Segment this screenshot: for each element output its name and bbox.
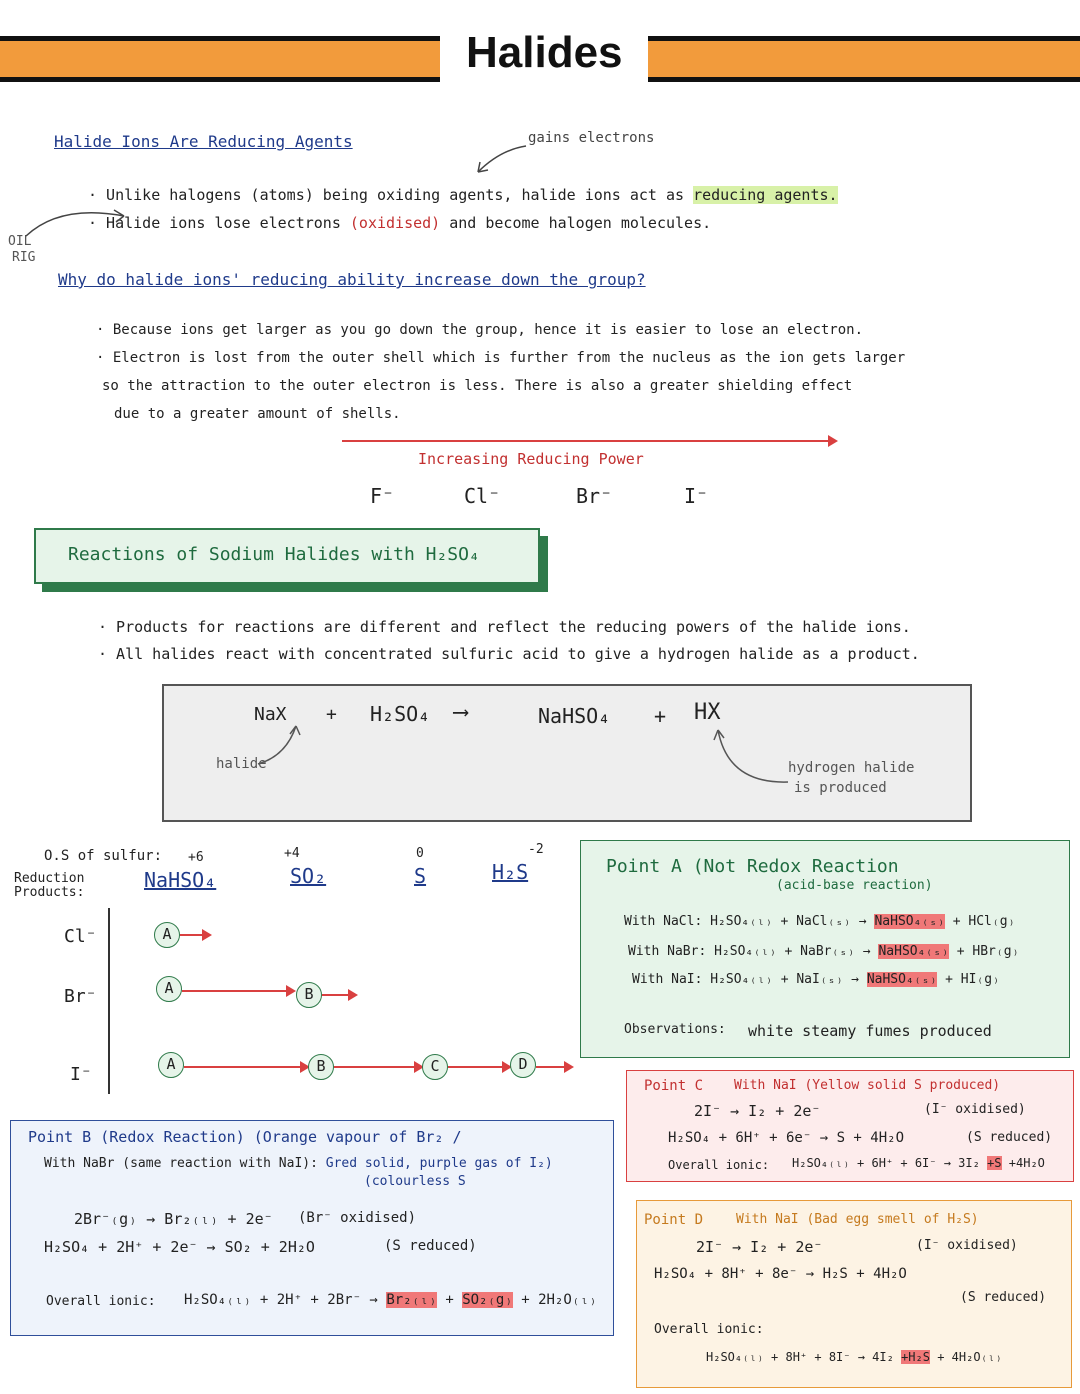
s3-line1: · Products for reactions are different and reflect the reducing powers of the halide ions. [98, 618, 911, 636]
row-ion-br: Br⁻ [64, 986, 97, 1007]
point-a-line3 [632, 972, 1000, 987]
point-c-overall-eq: H₂SO₄₍ₗ₎ + 6H⁺ + 6I⁻ → 3I₂ [792, 1156, 980, 1170]
point-c-e2: H₂SO₄ + 6H⁺ + 6e⁻ → S + 4H₂O [668, 1130, 905, 1146]
oil-note: OIL [8, 234, 32, 249]
point-d-i: D [510, 1052, 536, 1078]
point-b-title: Point B (Redox Reaction) (Orange vapour of Br₂ / [28, 1128, 462, 1146]
ion-cl: Cl⁻ [464, 484, 501, 508]
point-b-br: B [296, 982, 322, 1008]
point-a-line2-end: + HBr₍g₎ [956, 944, 1020, 959]
s2-line1: · Because ions get larger as you go down the group, hence it is easier to lose an electron. [96, 322, 864, 338]
arrow-i-2 [334, 1066, 422, 1068]
os-zero: 0 [416, 846, 424, 861]
point-d-overall-h2s: +H₂S [901, 1350, 930, 1364]
point-d-title: Point D [644, 1212, 704, 1228]
ion-i: I⁻ [684, 484, 709, 508]
title-bar-right [648, 36, 1080, 82]
eq-reactant-h2so4: H₂SO₄ [370, 702, 431, 726]
point-b-overall [184, 1292, 597, 1308]
arrow-i-4 [536, 1066, 572, 1068]
point-a-line1 [624, 914, 1015, 929]
point-b-overall-end: + 2H₂O₍ₗ₎ [521, 1292, 598, 1308]
arrow-i-1 [184, 1066, 308, 1068]
row-ion-cl: Cl⁻ [64, 926, 97, 947]
point-d-e1-note: (I⁻ oxidised) [916, 1238, 1018, 1253]
s2-line4: due to a greater amount of shells. [114, 406, 401, 422]
s1-line2-a: · Halide ions lose electrons [88, 214, 341, 232]
point-a-title: Point A (Not Redox Reaction [606, 856, 899, 877]
point-b-with-colours: Gred solid, purple gas of I₂) [325, 1156, 553, 1171]
point-c-e1: 2I⁻ → I₂ + 2e⁻ [694, 1102, 821, 1120]
product-h2s: H₂S [492, 860, 529, 884]
point-b-e1-note: (Br⁻ oxidised) [298, 1210, 417, 1226]
point-a-line2 [628, 944, 1019, 959]
s1-line2-c: and become halogen molecules. [449, 214, 712, 232]
s1-line1-highlight: reducing agents. [693, 186, 838, 204]
point-d-e1: 2I⁻ → I₂ + 2e⁻ [696, 1238, 823, 1256]
point-d-e2-note: (S reduced) [960, 1290, 1047, 1305]
eq-product-hx: HX [694, 700, 721, 725]
point-c-with: With NaI (Yellow solid S produced) [734, 1078, 1001, 1093]
row-ion-i: I⁻ [70, 1064, 92, 1085]
point-a-obs-label: Observations: [624, 1022, 726, 1037]
halide-note: halide [216, 756, 267, 772]
point-c-e2-note: (S reduced) [966, 1130, 1053, 1145]
point-d-overall-end: + 4H₂O₍ₗ₎ [937, 1350, 1003, 1364]
point-b-colourless: (colourless S [364, 1174, 466, 1189]
title-bar-left [0, 36, 440, 82]
point-a-line3-hl: NaHSO₄₍ₛ₎ [866, 972, 938, 987]
hx-note-line2: is produced [794, 780, 887, 796]
eq-arrow: ⟶ [454, 700, 468, 725]
os-label: O.S of sulfur: [44, 848, 163, 864]
arrow-cl [180, 934, 210, 936]
point-b-with-text: With NaBr (same reaction with NaI): [44, 1156, 318, 1171]
table-axis [108, 908, 110, 1094]
eq-product-nahso4: NaHSO₄ [538, 704, 611, 728]
point-d-e2: H₂SO₄ + 8H⁺ + 8e⁻ → H₂S + 4H₂O [654, 1266, 907, 1282]
point-c-title: Point C [644, 1078, 704, 1094]
heading-reactions: Reactions of Sodium Halides with H₂SO₄ [68, 544, 480, 565]
point-a-line1-end: + HCl₍g₎ [952, 914, 1016, 929]
point-d-overall [706, 1350, 1002, 1364]
point-b-overall-so2: SO₂₍g₎ [462, 1292, 513, 1308]
point-a-obs: white steamy fumes produced [748, 1022, 992, 1040]
s1-line2-oxidised: (oxidised) [349, 214, 441, 232]
eq-reactant-nax: NaX [254, 704, 287, 725]
os-minus2: -2 [528, 842, 544, 857]
point-b-e2: H₂SO₄ + 2H⁺ + 2e⁻ → SO₂ + 2H₂O [44, 1238, 315, 1256]
point-b-e1: 2Br⁻₍g₎ → Br₂₍ₗ₎ + 2e⁻ [74, 1210, 273, 1228]
point-a-cl: A [154, 922, 180, 948]
s1-line1 [88, 186, 838, 204]
point-b-e2-note: (S reduced) [384, 1238, 477, 1254]
product-s: S [414, 864, 427, 888]
point-b-overall-eq: H₂SO₄₍ₗ₎ + 2H⁺ + 2Br⁻ → [184, 1292, 378, 1308]
point-a-line2-eq: With NaBr: H₂SO₄₍ₗ₎ + NaBr₍ₛ₎ → [628, 944, 871, 959]
os-plus6: +6 [188, 850, 204, 865]
arrow-br-2 [322, 994, 356, 996]
point-c-overall-s: +S [987, 1156, 1002, 1170]
point-a-line3-end: + HI₍g₎ [945, 972, 1000, 987]
point-a-line1-hl: NaHSO₄₍ₛ₎ [874, 914, 945, 929]
eq-plus-2: + [654, 704, 667, 728]
point-b-i: B [308, 1054, 334, 1080]
point-a-br: A [156, 976, 182, 1002]
s1-line2 [88, 214, 711, 232]
hx-note-line1: hydrogen halide [788, 760, 915, 776]
halide-arrow [256, 722, 306, 768]
eq-plus-1: + [326, 704, 337, 725]
point-d-with: With NaI (Bad egg smell of H₂S) [736, 1212, 979, 1227]
point-c-overall-label: Overall ionic: [668, 1158, 770, 1172]
point-c-i: C [422, 1054, 448, 1080]
product-so2: SO₂ [290, 864, 327, 888]
s1-line1-a: · Unlike halogens (atoms) being oxiding agents, halide ions act as [88, 186, 685, 204]
arrow-br-1 [182, 990, 294, 992]
gains-electrons-note: gains electrons [528, 130, 655, 146]
point-a-subtitle: (acid-base reaction) [776, 878, 933, 893]
point-a-i: A [158, 1052, 184, 1078]
point-c-overall-end: +4H₂O [1008, 1156, 1045, 1170]
point-b-overall-plus: + [445, 1292, 454, 1308]
ion-br: Br⁻ [576, 484, 613, 508]
rig-note: RIG [12, 250, 36, 265]
point-b-overall-label: Overall ionic: [46, 1294, 156, 1309]
point-a-line2-hl: NaHSO₄₍ₛ₎ [878, 944, 949, 959]
ion-f: F⁻ [370, 484, 395, 508]
hx-arrow [708, 726, 792, 788]
rp-label: Reduction Products: [14, 871, 85, 900]
heading-why-increase: Why do halide ions' reducing ability increase down the group? [58, 270, 646, 289]
point-a-line3-eq: With NaI: H₂SO₄₍ₗ₎ + NaI₍ₛ₎ → [632, 972, 859, 987]
product-nahso4: NaHSO₄ [144, 868, 217, 892]
reducing-power-label: Increasing Reducing Power [418, 450, 644, 468]
heading-reducing-agents: Halide Ions Are Reducing Agents [54, 132, 353, 151]
arrow-i-3 [448, 1066, 510, 1068]
s2-line2: · Electron is lost from the outer shell which is further from the nucleus as the ion gets larger [96, 350, 906, 366]
point-d-overall-eq: H₂SO₄₍ₗ₎ + 8H⁺ + 8I⁻ → 4I₂ [706, 1350, 894, 1364]
point-c-overall [792, 1156, 1045, 1170]
point-b-with [44, 1156, 553, 1171]
oil-arrow [20, 200, 130, 240]
s3-line2: · All halides react with concentrated sulfuric acid to give a hydrogen halide as a product. [98, 645, 920, 663]
page-title: Halides [466, 28, 623, 77]
point-c-e1-note: (I⁻ oxidised) [924, 1102, 1026, 1117]
os-plus4: +4 [284, 846, 300, 861]
reducing-power-arrow [342, 440, 836, 442]
s2-line3: so the attraction to the outer electron is less. There is also a greater shielding effect [102, 378, 853, 394]
point-b-overall-br2: Br₂₍ₗ₎ [386, 1292, 437, 1308]
point-d-overall-label: Overall ionic: [654, 1322, 764, 1337]
point-a-line1-eq: With NaCl: H₂SO₄₍ₗ₎ + NaCl₍ₛ₎ → [624, 914, 867, 929]
gains-arrow [470, 140, 530, 180]
